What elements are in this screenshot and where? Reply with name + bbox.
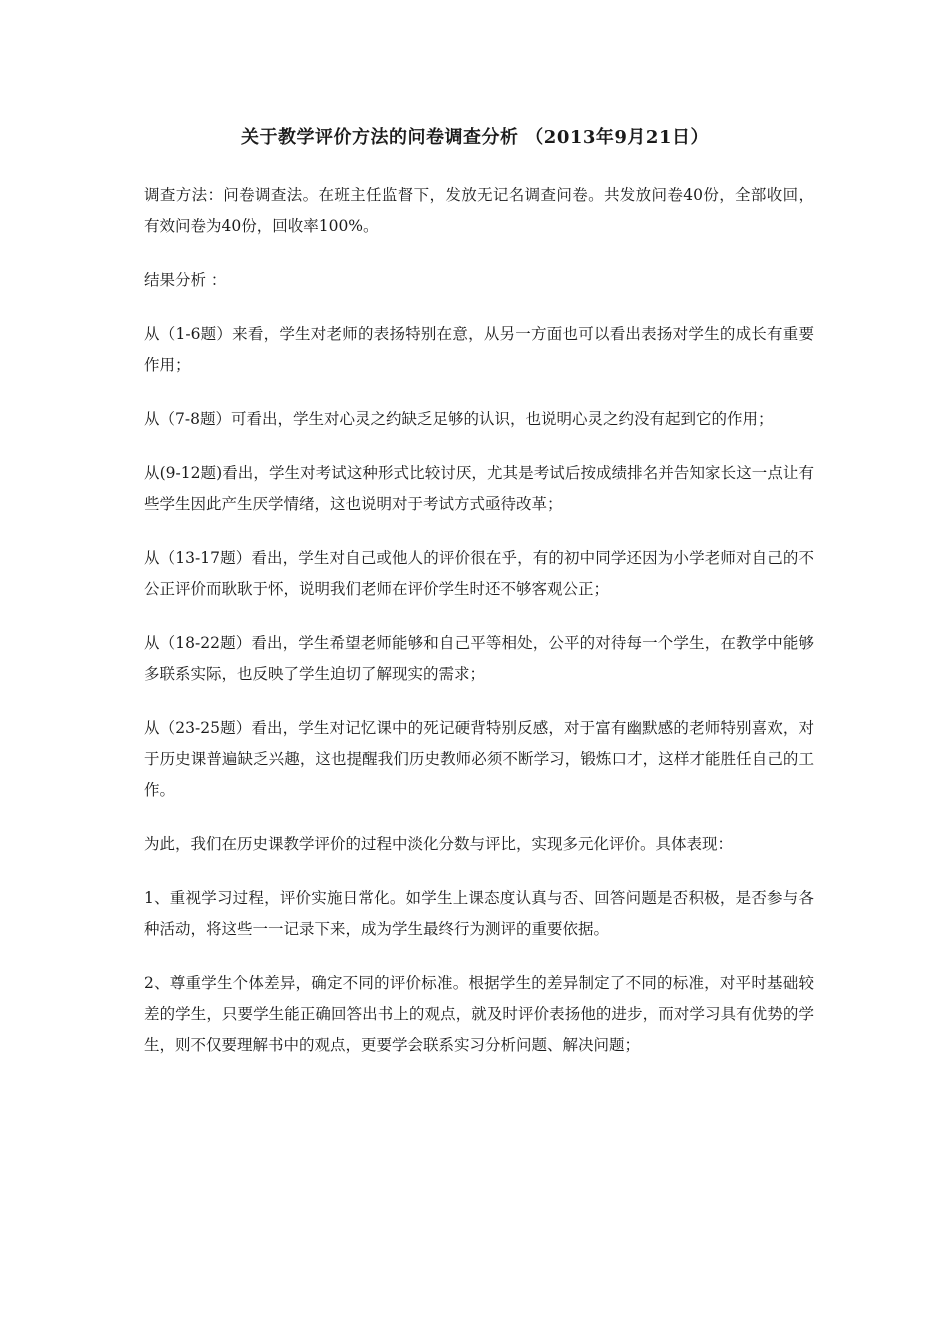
- paragraph-conclusion-intro: 为此，我们在历史课教学评价的过程中淡化分数与评比，实现多元化评价。具体表现：: [144, 835, 734, 853]
- document-body: [144, 180, 814, 1084]
- paragraph-q13-17: 从（13-17题）看出，学生对自己或他人的评价很在乎，有的初中同学还因为小学老师对自己的不公正评价而耿耿于怀，说明我们老师在评价学生时还不够客观公正；: [144, 549, 814, 598]
- paragraph-q9-12: 从(9-12题)看出，学生对考试这种形式比较讨厌，尤其是考试后按成绩排名并告知家长这一点让有些学生因此产生厌学情绪，这也说明对于考试方式亟待改革；: [144, 464, 814, 513]
- paragraph-point-1: 1、重视学习过程，评价实施日常化。如学生上课态度认真与否、回答问题是否积极，是否参与各种活动，将这些一一记录下来，成为学生最终行为测评的重要依据。: [144, 889, 814, 938]
- paragraph-q18-22: 从（18-22题）看出，学生希望老师能够和自己平等相处，公平的对待每一个学生，在教学中能够多联系实际，也反映了学生迫切了解现实的需求；: [144, 634, 814, 683]
- paragraph-q23-25: 从（23-25题）看出，学生对记忆课中的死记硬背特别反感，对于富有幽默感的老师特别喜欢，对于历史课普遍缺乏兴趣，这也提醒我们历史教师必须不断学习，锻炼口才，这样才能胜任自己的工作。: [144, 719, 814, 799]
- paragraph-survey-method: 调查方法：问卷调查法。在班主任监督下，发放无记名调查问卷。共发放问卷40份，全部收回，有效问卷为40份，回收率100%。: [144, 186, 814, 235]
- paragraph-point-2: 2、尊重学生个体差异，确定不同的评价标准。根据学生的差异制定了不同的标准，对平时基础较差的学生，只要学生能正确回答出书上的观点，就及时评价表扬他的进步，而对学习具有优势的学生，则不仅要理解书中的观点，更要学会联系实习分析问题、解决问题；: [144, 974, 814, 1054]
- paragraph-q7-8: 从（7-8题）可看出，学生对心灵之约缺乏足够的认识，也说明心灵之约没有起到它的作用；: [144, 410, 774, 428]
- document-title: 关于教学评价方法的问卷调查分析 （2013年9月21日）: [241, 127, 709, 148]
- paragraph-q1-6: 从（1-6题）来看，学生对老师的表扬特别在意，从另一方面也可以看出表扬对学生的成长有重要作用；: [144, 325, 814, 374]
- paragraph-result-heading: 结果分析 ：: [144, 271, 227, 289]
